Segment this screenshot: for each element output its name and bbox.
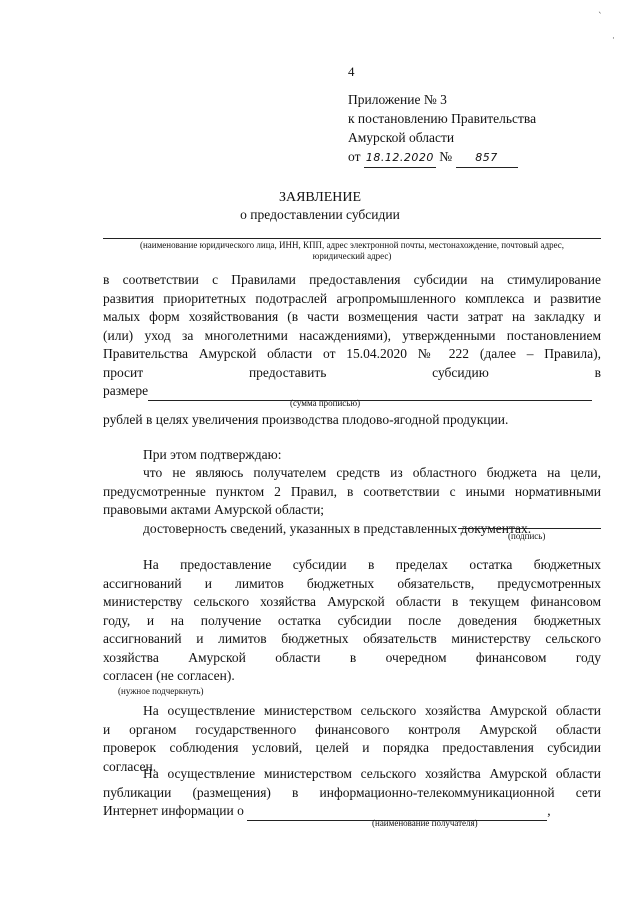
publication-line: На осуществление министерством сельского хозяйства Амурской области — [143, 766, 601, 781]
scan-speck: ˋ — [598, 12, 603, 22]
signature-line — [458, 528, 601, 529]
word: просит — [103, 364, 144, 380]
confirm-line: предусмотренные пунктом 2 Правил, в соответствии с иными нормативными — [103, 483, 601, 499]
word: субсидию — [432, 364, 489, 380]
consent-balance-paragraph — [103, 556, 601, 686]
consent-line: На предоставление субсидии в пределах остатка бюджетных — [143, 557, 601, 572]
request-line: Правительства Амурской области от 15.04.2020 № 222 (далее – Правила), — [103, 346, 601, 361]
request-line: (или) уход за многолетними насаждениями), утвержденными постановлением — [103, 327, 601, 343]
appendix-line-2: к постановлению Правительства — [348, 111, 537, 126]
number-value: 857 — [456, 148, 518, 168]
publication-line: публикации (размещения) в информационно-телекоммуникационной сети — [103, 784, 601, 800]
confirm-line: что не являюсь получателем средств из областного бюджета на цели, — [143, 465, 601, 480]
consent-line: ассигнований и лимитов бюджетных обязательств министерству сельского — [103, 631, 601, 646]
confirm-block — [103, 464, 601, 538]
applicant-caption-line-1: (наименование юридического лица, ИНН, КПП, адрес электронной почты, местонахождение, почтовый адрес, — [139, 240, 565, 250]
amount-field — [148, 386, 592, 401]
consent-choice: согласен (не согласен). — [103, 668, 235, 683]
consent-line: хозяйства Амурской области в очередном финансовом году — [103, 649, 601, 665]
appendix-header — [348, 90, 536, 168]
publication-consent-paragraph — [103, 765, 601, 821]
signature-caption: (подпись) — [508, 531, 546, 541]
consent-line: году, и на получение остатка субсидии после доведения бюджетных — [103, 612, 601, 628]
confirm-intro: При этом подтверждаю: — [143, 447, 282, 462]
inspection-line: согласен. — [103, 758, 157, 774]
recipient-line — [103, 802, 601, 821]
scan-speck: · — [612, 34, 615, 44]
recipient-label: Интернет информации о — [103, 803, 244, 818]
document-subtitle: о предоставлении субсидии — [240, 207, 400, 222]
appendix-line-3: Амурской области — [348, 130, 455, 145]
amount-caption: (сумма прописью) — [290, 398, 361, 408]
request-line: малых форм хозяйствования (в части возмещения части затрат на закладку и — [103, 309, 601, 324]
date-prefix: от — [348, 149, 361, 164]
inspection-line: проверок соблюдения условий, целей и порядка предоставления субсидии — [103, 740, 601, 755]
document-title: ЗАЯВЛЕНИЕ — [278, 190, 362, 205]
request-line-spread — [103, 364, 601, 383]
request-paragraph — [103, 271, 601, 401]
purpose-line: рублей в целях увеличения производства плодово-ягодной продукции. — [103, 412, 509, 427]
inspection-line: На осуществление министерством сельского хозяйства Амурской области — [143, 703, 601, 718]
request-line: в соответствии с Правилами предоставления субсидии на стимулирование — [103, 272, 601, 287]
word: предоставить — [248, 364, 327, 380]
confirm-line: достоверность сведений, указанных в представленных документах. — [143, 520, 532, 536]
page-number: 4 — [348, 64, 355, 79]
amount-label: размере — [103, 383, 149, 398]
applicant-field-line — [103, 238, 601, 239]
applicant-caption-line-2: юридический адрес) — [312, 251, 392, 261]
request-line: развития приоритетных подотраслей агропромышленного комплекса и развитие — [103, 290, 601, 306]
date-value: 18.12.2020 — [364, 148, 436, 168]
confirm-line: правовыми актами Амурской области; — [103, 502, 325, 517]
appendix-line-1: Приложение № 3 — [348, 92, 447, 107]
appendix-date-line — [348, 147, 536, 168]
word: в — [594, 364, 601, 380]
consent-line: ассигнований и лимитов бюджетных обязательств, предусмотренных — [103, 575, 601, 591]
recipient-caption: (наименование получателя) — [372, 818, 478, 828]
consent-line: министерству сельского хозяйства Амурской области в текущем финансовом — [103, 594, 601, 609]
consent-caption: (нужное подчеркнуть) — [118, 686, 204, 696]
inspection-line: и органом государственного финансового контроля Амурской области — [103, 721, 601, 737]
applicant-caption — [103, 240, 601, 262]
number-prefix: № — [439, 149, 453, 164]
recipient-comma: , — [547, 803, 551, 818]
